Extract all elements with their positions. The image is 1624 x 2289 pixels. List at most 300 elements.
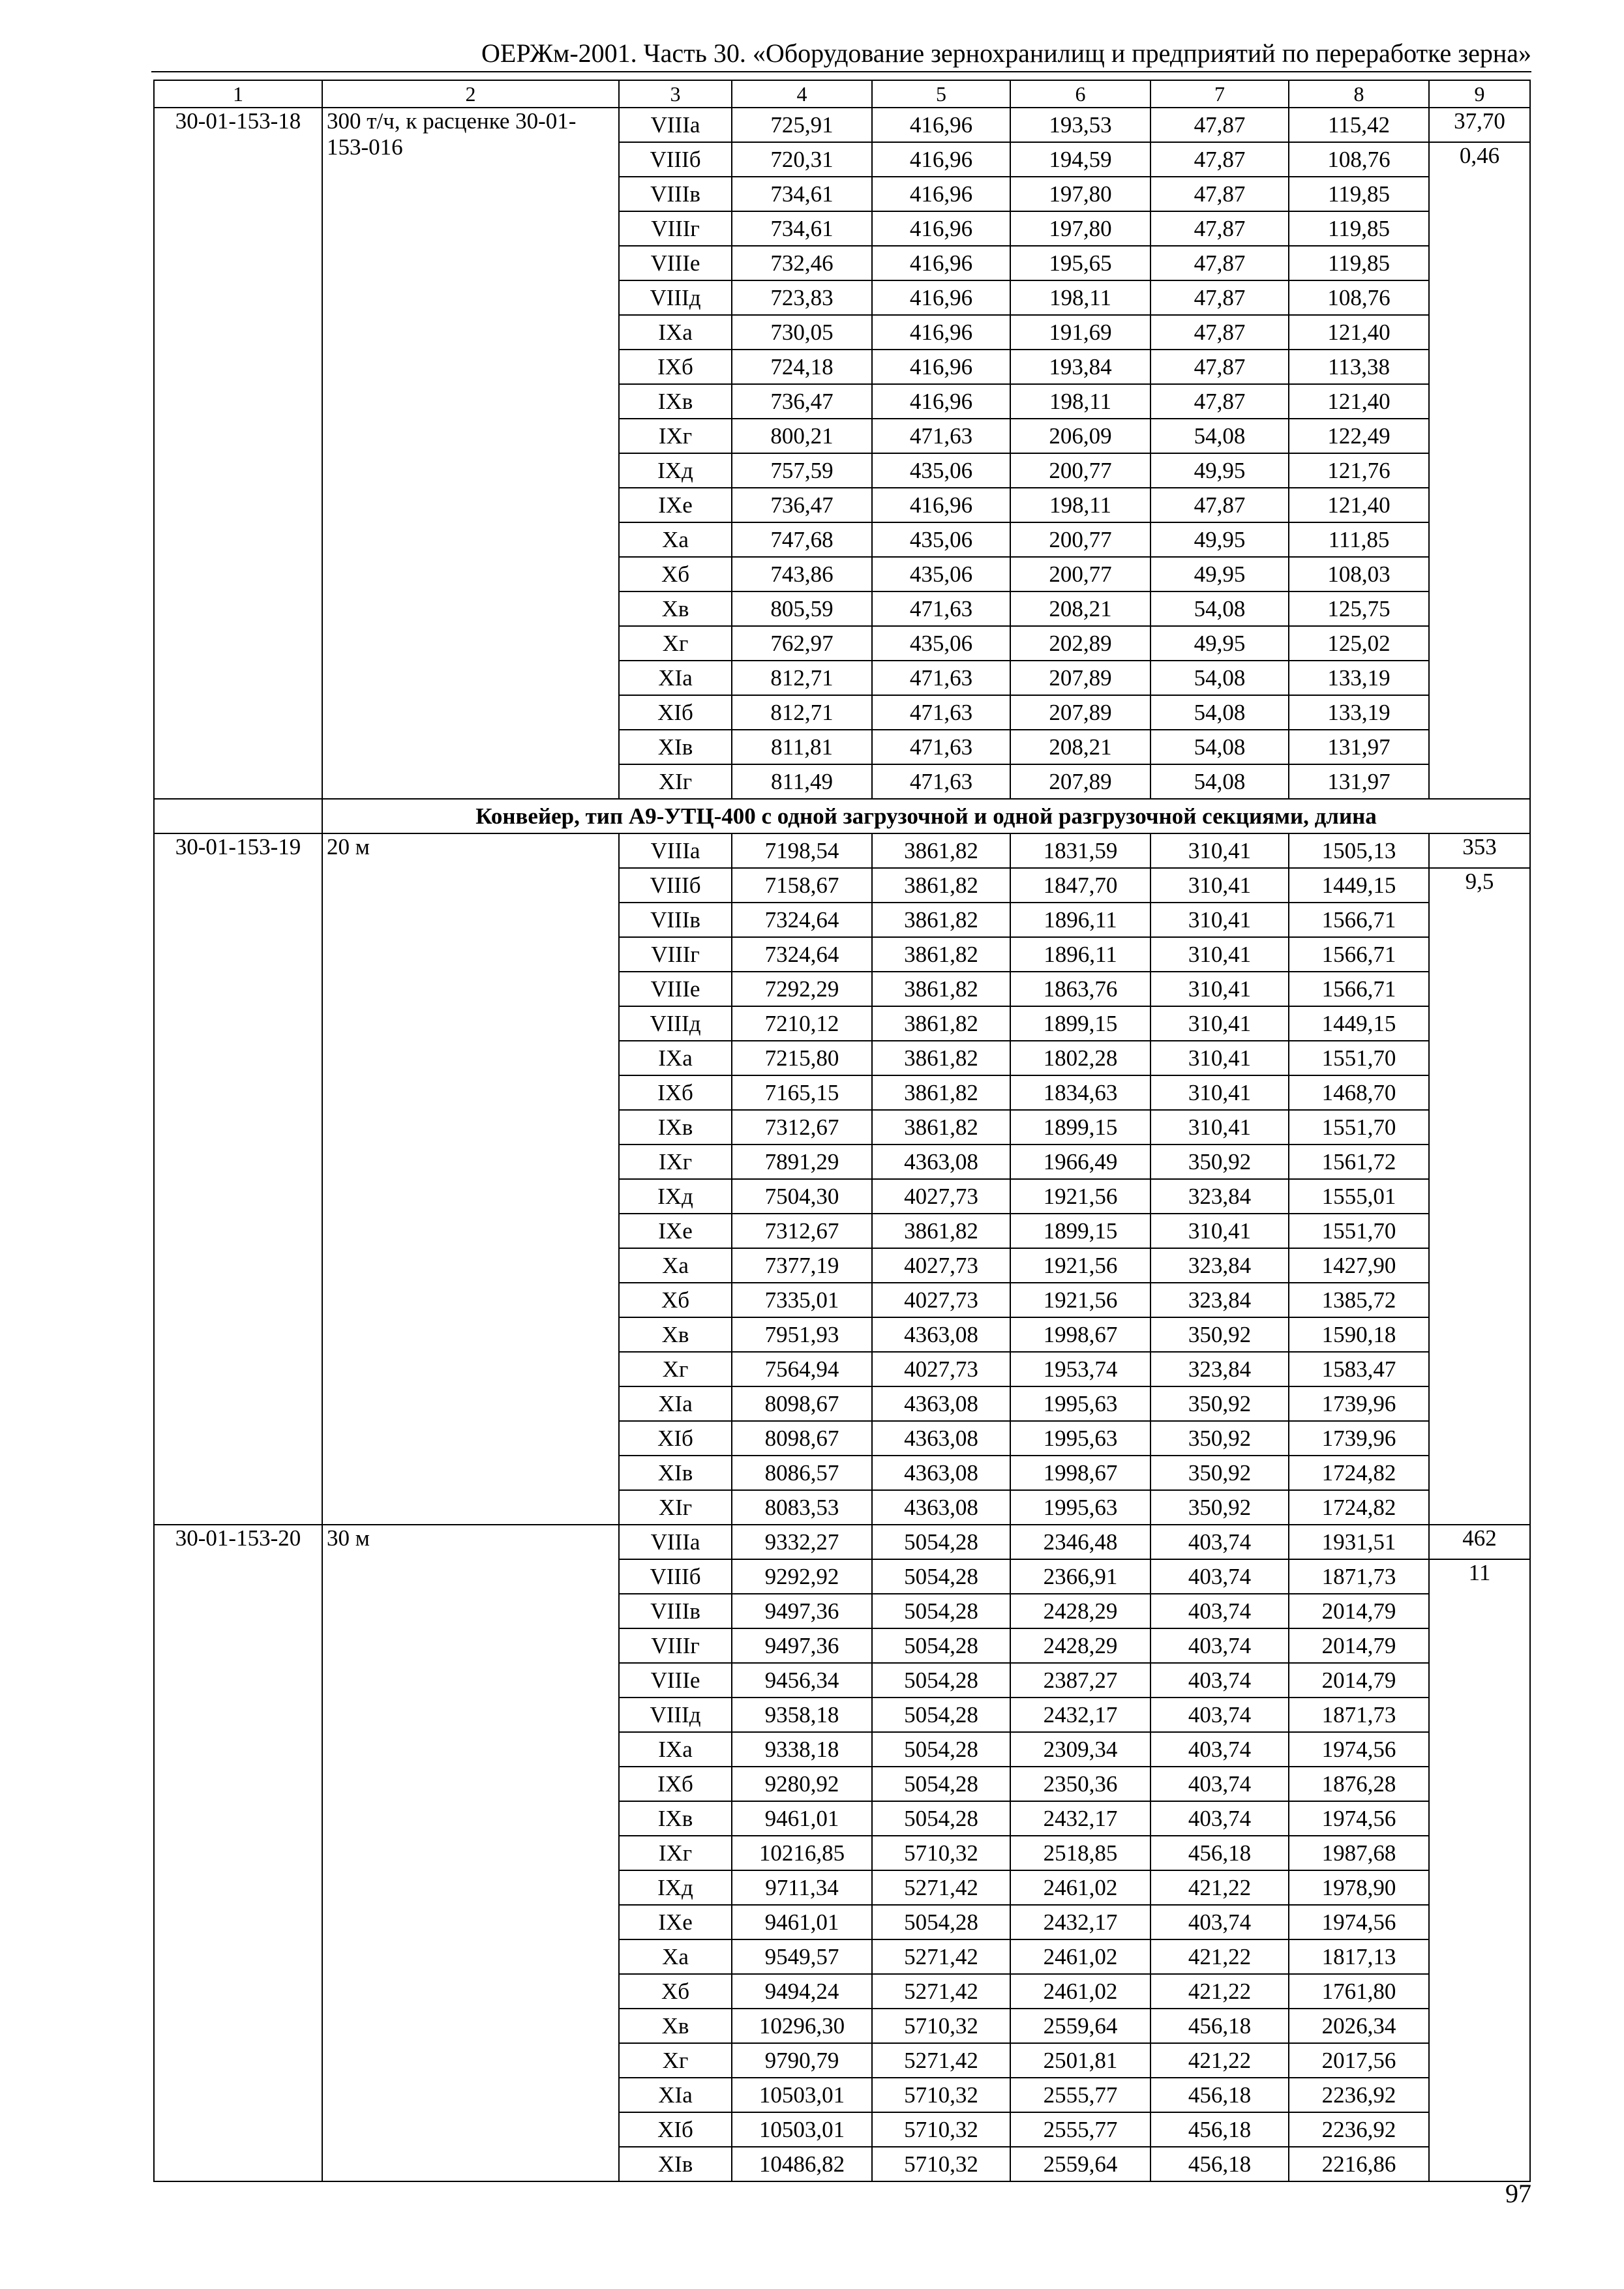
zone-cell: VIIIа (619, 108, 732, 142)
col-num: 2 (322, 80, 619, 108)
value-cell: 403,74 (1150, 1594, 1289, 1628)
value-cell: 7165,15 (732, 1075, 872, 1110)
value-cell: 1871,73 (1289, 1698, 1429, 1732)
value-cell: 5271,42 (872, 1939, 1010, 1974)
value-cell: 416,96 (872, 211, 1010, 246)
value-cell: 310,41 (1150, 1214, 1289, 1248)
value-cell: 2555,77 (1010, 2112, 1150, 2147)
value-cell: 1863,76 (1010, 972, 1150, 1006)
table-row (154, 108, 1530, 142)
value-cell: 5710,32 (872, 1836, 1010, 1870)
value-cell: 54,08 (1150, 661, 1289, 695)
value-cell: 9332,27 (732, 1525, 872, 1559)
value-cell: 7951,93 (732, 1317, 872, 1352)
zone-cell: VIIIд (619, 1006, 732, 1041)
zone-cell: IXе (619, 1214, 732, 1248)
value-cell: 3861,82 (872, 937, 1010, 972)
value-cell: 2559,64 (1010, 2147, 1150, 2181)
value-cell: 7324,64 (732, 903, 872, 937)
value-cell: 435,06 (872, 557, 1010, 591)
value-cell: 47,87 (1150, 280, 1289, 315)
value-cell: 54,08 (1150, 764, 1289, 799)
value-cell: 3861,82 (872, 868, 1010, 903)
value-cell: 1847,70 (1010, 868, 1150, 903)
value-cell: 47,87 (1150, 177, 1289, 211)
value-cell: 125,75 (1289, 591, 1429, 626)
zone-cell: IXг (619, 419, 732, 453)
value-cell: 747,68 (732, 522, 872, 557)
value-cell: 108,03 (1289, 557, 1429, 591)
value-cell: 2350,36 (1010, 1767, 1150, 1801)
value-cell: 736,47 (732, 384, 872, 419)
zone-cell: VIIIе (619, 246, 732, 280)
value-cell: 1724,82 (1289, 1456, 1429, 1490)
value-cell: 1974,56 (1289, 1801, 1429, 1836)
value-cell: 2014,79 (1289, 1663, 1429, 1698)
value-cell: 1921,56 (1010, 1248, 1150, 1283)
zone-cell: IXд (619, 453, 732, 488)
value-cell: 4363,08 (872, 1490, 1010, 1525)
value-cell: 5054,28 (872, 1905, 1010, 1939)
value-cell: 111,85 (1289, 522, 1429, 557)
value-cell: 49,95 (1150, 557, 1289, 591)
value-cell: 47,87 (1150, 246, 1289, 280)
value-cell: 416,96 (872, 384, 1010, 419)
value-cell: 416,96 (872, 246, 1010, 280)
zone-cell: IXг (619, 1836, 732, 1870)
zone-cell: IXб (619, 350, 732, 384)
value-cell: 3861,82 (872, 1041, 1010, 1075)
value-cell: 310,41 (1150, 972, 1289, 1006)
value-cell: 10503,01 (732, 2078, 872, 2112)
zone-cell: VIIIг (619, 211, 732, 246)
value-cell: 5271,42 (872, 1870, 1010, 1905)
value-cell: 456,18 (1150, 2147, 1289, 2181)
value-cell: 2432,17 (1010, 1905, 1150, 1939)
value-cell: 2428,29 (1010, 1628, 1150, 1663)
value-cell: 5054,28 (872, 1663, 1010, 1698)
value-cell: 5054,28 (872, 1767, 1010, 1801)
value-cell: 200,77 (1010, 453, 1150, 488)
value-cell: 416,96 (872, 108, 1010, 142)
value-cell: 1931,51 (1289, 1525, 1429, 1559)
zone-cell: IXа (619, 315, 732, 350)
value-cell: 206,09 (1010, 419, 1150, 453)
value-cell: 720,31 (732, 142, 872, 177)
value-cell: 4027,73 (872, 1352, 1010, 1386)
value-cell: 200,77 (1010, 522, 1150, 557)
value-cell: 1899,15 (1010, 1110, 1150, 1144)
value-cell: 730,05 (732, 315, 872, 350)
value-cell: 47,87 (1150, 315, 1289, 350)
value-cell: 811,49 (732, 764, 872, 799)
value-cell: 207,89 (1010, 695, 1150, 730)
labor-cost-cell: 353 (1429, 833, 1530, 868)
value-cell: 1449,15 (1289, 1006, 1429, 1041)
value-cell: 197,80 (1010, 177, 1150, 211)
value-cell: 9358,18 (732, 1698, 872, 1732)
value-cell: 3861,82 (872, 903, 1010, 937)
zone-cell: VIIIв (619, 177, 732, 211)
value-cell: 5054,28 (872, 1559, 1010, 1594)
zone-cell: Xб (619, 1974, 732, 2009)
zone-cell: XIв (619, 730, 732, 764)
labor-cost-cell: 462 (1429, 1525, 1530, 1559)
value-cell: 9497,36 (732, 1594, 872, 1628)
table-row (154, 833, 1530, 868)
value-cell: 310,41 (1150, 1041, 1289, 1075)
zone-cell: Xа (619, 1939, 732, 1974)
value-cell: 1978,90 (1289, 1870, 1429, 1905)
value-cell: 3861,82 (872, 972, 1010, 1006)
value-cell: 7312,67 (732, 1214, 872, 1248)
value-cell: 1566,71 (1289, 903, 1429, 937)
value-cell: 5710,32 (872, 2009, 1010, 2043)
table-row (154, 1525, 1530, 1559)
value-cell: 435,06 (872, 626, 1010, 661)
value-cell: 1921,56 (1010, 1179, 1150, 1214)
header-rule (151, 71, 1531, 72)
value-cell: 4027,73 (872, 1248, 1010, 1283)
value-cell: 125,02 (1289, 626, 1429, 661)
value-cell: 1995,63 (1010, 1386, 1150, 1421)
zone-cell: VIIIе (619, 972, 732, 1006)
zone-cell: IXв (619, 1801, 732, 1836)
zone-cell: VIIIа (619, 833, 732, 868)
section-title: Конвейер, тип А9-УТЦ-400 с одной загрузочной и одной разгрузочной секциями, длина (322, 799, 1530, 833)
value-cell: 743,86 (732, 557, 872, 591)
value-cell: 7292,29 (732, 972, 872, 1006)
value-cell: 7324,64 (732, 937, 872, 972)
value-cell: 9790,79 (732, 2043, 872, 2078)
value-cell: 2017,56 (1289, 2043, 1429, 2078)
value-cell: 734,61 (732, 177, 872, 211)
value-cell: 49,95 (1150, 453, 1289, 488)
value-cell: 456,18 (1150, 2112, 1289, 2147)
value-cell: 208,21 (1010, 591, 1150, 626)
value-cell: 1551,70 (1289, 1041, 1429, 1075)
value-cell: 4363,08 (872, 1386, 1010, 1421)
col-num: 3 (619, 80, 732, 108)
rate-code: 30-01-153-19 (154, 833, 322, 1525)
value-cell: 456,18 (1150, 2009, 1289, 2043)
col-num: 6 (1010, 80, 1150, 108)
value-cell: 323,84 (1150, 1283, 1289, 1317)
value-cell: 1876,28 (1289, 1767, 1429, 1801)
value-cell: 194,59 (1010, 142, 1150, 177)
value-cell: 403,74 (1150, 1628, 1289, 1663)
value-cell: 736,47 (732, 488, 872, 522)
value-cell: 49,95 (1150, 522, 1289, 557)
value-cell: 191,69 (1010, 315, 1150, 350)
value-cell: 208,21 (1010, 730, 1150, 764)
zone-cell: XIа (619, 661, 732, 695)
zone-cell: IXб (619, 1075, 732, 1110)
value-cell: 197,80 (1010, 211, 1150, 246)
value-cell: 121,40 (1289, 315, 1429, 350)
zone-cell: XIг (619, 1490, 732, 1525)
value-cell: 200,77 (1010, 557, 1150, 591)
value-cell: 1974,56 (1289, 1732, 1429, 1767)
zone-cell: XIв (619, 2147, 732, 2181)
value-cell: 9494,24 (732, 1974, 872, 2009)
value-cell: 119,85 (1289, 177, 1429, 211)
zone-cell: VIIIе (619, 1663, 732, 1698)
value-cell: 198,11 (1010, 488, 1150, 522)
col-num: 9 (1429, 80, 1530, 108)
value-cell: 5054,28 (872, 1525, 1010, 1559)
value-cell: 403,74 (1150, 1801, 1289, 1836)
value-cell: 350,92 (1150, 1421, 1289, 1456)
zone-cell: VIIIг (619, 1628, 732, 1663)
zone-cell: IXе (619, 488, 732, 522)
zone-cell: VIIIб (619, 142, 732, 177)
machine-labor-cell: 9,5 (1429, 868, 1530, 1525)
value-cell: 195,65 (1010, 246, 1150, 280)
value-cell: 4027,73 (872, 1283, 1010, 1317)
value-cell: 350,92 (1150, 1144, 1289, 1179)
value-cell: 1449,15 (1289, 868, 1429, 903)
value-cell: 310,41 (1150, 1006, 1289, 1041)
value-cell: 416,96 (872, 488, 1010, 522)
value-cell: 1761,80 (1289, 1974, 1429, 2009)
value-cell: 350,92 (1150, 1317, 1289, 1352)
value-cell: 800,21 (732, 419, 872, 453)
value-cell: 1896,11 (1010, 903, 1150, 937)
section-header-row (154, 799, 1530, 833)
value-cell: 762,97 (732, 626, 872, 661)
machine-labor-cell: 11 (1429, 1559, 1530, 2181)
machine-labor-cell: 0,46 (1429, 142, 1530, 799)
value-cell: 2309,34 (1010, 1732, 1150, 1767)
value-cell: 8086,57 (732, 1456, 872, 1490)
rate-description: 20 м (322, 833, 619, 1525)
value-cell: 207,89 (1010, 661, 1150, 695)
value-cell: 54,08 (1150, 419, 1289, 453)
value-cell: 1831,59 (1010, 833, 1150, 868)
col-num: 7 (1150, 80, 1289, 108)
value-cell: 732,46 (732, 246, 872, 280)
value-cell: 4363,08 (872, 1144, 1010, 1179)
value-cell: 9292,92 (732, 1559, 872, 1594)
value-cell: 811,81 (732, 730, 872, 764)
value-cell: 9456,34 (732, 1663, 872, 1698)
value-cell: 9338,18 (732, 1732, 872, 1767)
value-cell: 2461,02 (1010, 1974, 1150, 2009)
value-cell: 1995,63 (1010, 1421, 1150, 1456)
value-cell: 47,87 (1150, 350, 1289, 384)
value-cell: 350,92 (1150, 1456, 1289, 1490)
value-cell: 471,63 (872, 419, 1010, 453)
value-cell: 1551,70 (1289, 1214, 1429, 1248)
value-cell: 9461,01 (732, 1801, 872, 1836)
value-cell: 471,63 (872, 695, 1010, 730)
value-cell: 119,85 (1289, 246, 1429, 280)
value-cell: 121,76 (1289, 453, 1429, 488)
value-cell: 3861,82 (872, 1006, 1010, 1041)
value-cell: 10216,85 (732, 1836, 872, 1870)
value-cell: 3861,82 (872, 1110, 1010, 1144)
value-cell: 4363,08 (872, 1317, 1010, 1352)
value-cell: 47,87 (1150, 142, 1289, 177)
value-cell: 1561,72 (1289, 1144, 1429, 1179)
value-cell: 1817,13 (1289, 1939, 1429, 1974)
zone-cell: Xб (619, 557, 732, 591)
col-num: 8 (1289, 80, 1429, 108)
value-cell: 435,06 (872, 522, 1010, 557)
labor-cost-cell: 37,70 (1429, 108, 1530, 142)
value-cell: 47,87 (1150, 384, 1289, 419)
value-cell: 198,11 (1010, 384, 1150, 419)
value-cell: 8098,67 (732, 1421, 872, 1456)
value-cell: 7158,67 (732, 868, 872, 903)
value-cell: 3861,82 (872, 1214, 1010, 1248)
zone-cell: VIIIд (619, 280, 732, 315)
value-cell: 2366,91 (1010, 1559, 1150, 1594)
value-cell: 2432,17 (1010, 1698, 1150, 1732)
value-cell: 7564,94 (732, 1352, 872, 1386)
value-cell: 1899,15 (1010, 1214, 1150, 1248)
value-cell: 5710,32 (872, 2147, 1010, 2181)
value-cell: 7210,12 (732, 1006, 872, 1041)
value-cell: 3861,82 (872, 833, 1010, 868)
value-cell: 7312,67 (732, 1110, 872, 1144)
value-cell: 54,08 (1150, 695, 1289, 730)
value-cell: 723,83 (732, 280, 872, 315)
value-cell: 207,89 (1010, 764, 1150, 799)
value-cell: 416,96 (872, 280, 1010, 315)
value-cell: 416,96 (872, 350, 1010, 384)
value-cell: 421,22 (1150, 1870, 1289, 1905)
value-cell: 1739,96 (1289, 1421, 1429, 1456)
value-cell: 122,49 (1289, 419, 1429, 453)
value-cell: 1551,70 (1289, 1110, 1429, 1144)
value-cell: 812,71 (732, 695, 872, 730)
value-cell: 7891,29 (732, 1144, 872, 1179)
page-number: 97 (1505, 2179, 1531, 2208)
value-cell: 108,76 (1289, 280, 1429, 315)
value-cell: 131,97 (1289, 764, 1429, 799)
value-cell: 49,95 (1150, 626, 1289, 661)
value-cell: 47,87 (1150, 108, 1289, 142)
value-cell: 133,19 (1289, 661, 1429, 695)
section-empty-cell (154, 799, 322, 833)
value-cell: 47,87 (1150, 211, 1289, 246)
value-cell: 9497,36 (732, 1628, 872, 1663)
value-cell: 9549,57 (732, 1939, 872, 1974)
value-cell: 403,74 (1150, 1767, 1289, 1801)
value-cell: 1590,18 (1289, 1317, 1429, 1352)
zone-cell: IXа (619, 1041, 732, 1075)
column-numbers-row (154, 80, 1530, 108)
value-cell: 5054,28 (872, 1628, 1010, 1663)
value-cell: 350,92 (1150, 1386, 1289, 1421)
value-cell: 725,91 (732, 108, 872, 142)
value-cell: 2216,86 (1289, 2147, 1429, 2181)
value-cell: 456,18 (1150, 1836, 1289, 1870)
value-cell: 421,22 (1150, 2043, 1289, 2078)
value-cell: 1896,11 (1010, 937, 1150, 972)
value-cell: 5710,32 (872, 2078, 1010, 2112)
value-cell: 416,96 (872, 315, 1010, 350)
value-cell: 1555,01 (1289, 1179, 1429, 1214)
value-cell: 121,40 (1289, 488, 1429, 522)
zone-cell: IXе (619, 1905, 732, 1939)
value-cell: 435,06 (872, 453, 1010, 488)
zone-cell: Xа (619, 1248, 732, 1283)
value-cell: 310,41 (1150, 1110, 1289, 1144)
value-cell: 421,22 (1150, 1939, 1289, 1974)
zone-cell: IXд (619, 1870, 732, 1905)
value-cell: 8098,67 (732, 1386, 872, 1421)
value-cell: 121,40 (1289, 384, 1429, 419)
value-cell: 1834,63 (1010, 1075, 1150, 1110)
value-cell: 5054,28 (872, 1732, 1010, 1767)
value-cell: 403,74 (1150, 1905, 1289, 1939)
value-cell: 1802,28 (1010, 1041, 1150, 1075)
value-cell: 5054,28 (872, 1594, 1010, 1628)
value-cell: 1921,56 (1010, 1283, 1150, 1317)
value-cell: 2461,02 (1010, 1870, 1150, 1905)
value-cell: 323,84 (1150, 1352, 1289, 1386)
value-cell: 403,74 (1150, 1732, 1289, 1767)
value-cell: 471,63 (872, 661, 1010, 695)
value-cell: 7198,54 (732, 833, 872, 868)
value-cell: 1871,73 (1289, 1559, 1429, 1594)
value-cell: 1998,67 (1010, 1317, 1150, 1352)
zone-cell: XIб (619, 1421, 732, 1456)
zone-cell: IXб (619, 1767, 732, 1801)
value-cell: 1995,63 (1010, 1490, 1150, 1525)
value-cell: 2501,81 (1010, 2043, 1150, 2078)
value-cell: 9711,34 (732, 1870, 872, 1905)
zone-cell: Xа (619, 522, 732, 557)
value-cell: 350,92 (1150, 1490, 1289, 1525)
value-cell: 7215,80 (732, 1041, 872, 1075)
value-cell: 471,63 (872, 591, 1010, 626)
value-cell: 3861,82 (872, 1075, 1010, 1110)
zone-cell: VIIIб (619, 868, 732, 903)
value-cell: 416,96 (872, 142, 1010, 177)
value-cell: 1998,67 (1010, 1456, 1150, 1490)
value-cell: 2432,17 (1010, 1801, 1150, 1836)
zone-cell: Xб (619, 1283, 732, 1317)
zone-cell: VIIIв (619, 903, 732, 937)
value-cell: 1953,74 (1010, 1352, 1150, 1386)
value-cell: 456,18 (1150, 2078, 1289, 2112)
value-cell: 734,61 (732, 211, 872, 246)
value-cell: 1385,72 (1289, 1283, 1429, 1317)
value-cell: 1468,70 (1289, 1075, 1429, 1110)
value-cell: 10296,30 (732, 2009, 872, 2043)
value-cell: 1505,13 (1289, 833, 1429, 868)
value-cell: 310,41 (1150, 903, 1289, 937)
value-cell: 133,19 (1289, 695, 1429, 730)
zone-cell: VIIIд (619, 1698, 732, 1732)
value-cell: 193,84 (1010, 350, 1150, 384)
col-num: 4 (732, 80, 872, 108)
zone-cell: XIб (619, 695, 732, 730)
value-cell: 2236,92 (1289, 2112, 1429, 2147)
zone-cell: IXв (619, 384, 732, 419)
zone-cell: Xв (619, 2009, 732, 2043)
zone-cell: XIв (619, 1456, 732, 1490)
value-cell: 8083,53 (732, 1490, 872, 1525)
zone-cell: IXв (619, 1110, 732, 1144)
value-cell: 5054,28 (872, 1698, 1010, 1732)
rate-code: 30-01-153-18 (154, 108, 322, 799)
value-cell: 1566,71 (1289, 937, 1429, 972)
